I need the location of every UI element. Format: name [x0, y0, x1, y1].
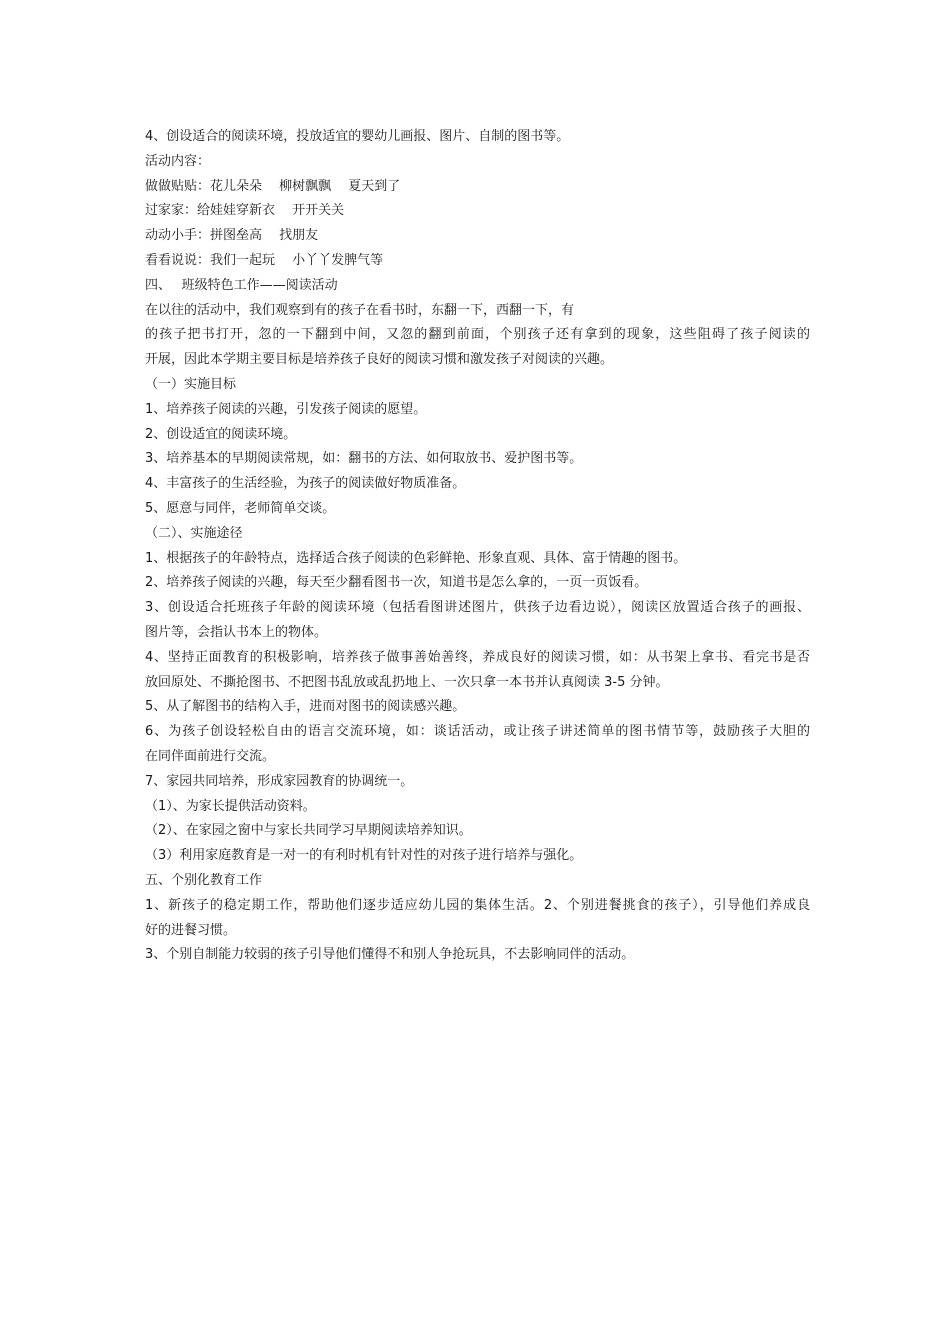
text-line: 4、创设适合的阅读环境，投放适宜的婴幼儿画报、图片、自制的图书等。 [145, 129, 570, 144]
text-line: 好的进餐习惯。 [145, 922, 237, 938]
text-line: 活动内容： [145, 153, 211, 169]
text-line: 2、培养孩子阅读的兴趣，每天至少翻看图书一次，知道书是怎么拿的，一页一页饭看。 [145, 575, 648, 591]
text-line: 4、坚持正面教育的积极影响，培养孩子做事善始善终，养成良好的阅读习惯，如：从书架上拿书、看完书是否 [145, 649, 810, 665]
text-line: 3、创设适合托班孩子年龄的阅读环境（包括看图讲述图片，供孩子边看边说），阅读区放置适合孩子的画报、 [145, 600, 810, 616]
text-line: 5、从了解图书的结构入手，进而对图书的阅读感兴趣。 [145, 699, 466, 715]
text-line: （3）利用家庭教育是一对一的有利时机有针对性的对孩子进行培养与强化。 [145, 848, 583, 864]
text-line: 3、培养基本的早期阅读常规，如：翻书的方法、如何取放书、爱护图书等。 [145, 451, 583, 467]
text-line: 6、为孩子创设轻松自由的语言交流环境，如：谈话活动，或让孩子讲述简单的图书情节等，鼓励孩子大胆的 [145, 724, 810, 740]
text-line: 看看说说：我们一起玩 小丫丫发脾气等 [145, 252, 384, 268]
text-line: 做做贴贴：花儿朵朵 柳树飘飘 夏天到了 [145, 178, 401, 194]
text-line: 过家家：给娃娃穿新衣 开开关关 [145, 203, 345, 219]
text-line: （一）实施目标 [145, 376, 237, 392]
text-line: 3、个别自制能力较弱的孩子引导他们懂得不和别人争抢玩具，不去影响同伴的活动。 [145, 947, 635, 963]
text-line: 在同伴面前进行交流。 [145, 748, 276, 764]
text-line: 图片等，会指认书本上的物体。 [145, 624, 328, 640]
text-line: （二）、实施途径 [145, 525, 243, 541]
text-line: 1、根据孩子的年龄特点，选择适合孩子阅读的色彩鲜艳、形象直观、具体、富于情趣的图书。 [145, 550, 687, 566]
text-line: （1）、为家长提供活动资料。 [145, 798, 316, 814]
text-line: 5、愿意与同伴，老师简单交谈。 [145, 500, 336, 516]
text-line: 7、家园共同培养，形成家园教育的协调统一。 [145, 773, 414, 789]
text-line: 开展，因此本学期主要目标是培养孩子良好的阅读习惯和激发孩子对阅读的兴趣。 [145, 352, 614, 368]
text-line: （2）、在家园之窗中与家长共同学习早期阅读培养知识。 [145, 823, 472, 839]
text-line: 放回原处、不撕抢图书、不把图书乱放或乱扔地上、一次只拿一本书并认真阅读 3-5 分钟。 [145, 674, 669, 690]
text-line: 五、个别化教育工作 [145, 872, 263, 888]
text-line: 在以往的活动中，我们观察到有的孩子在看书时，东翻一下，西翻一下，有 [145, 302, 575, 318]
text-line: 4、丰富孩子的生活经验，为孩子的阅读做好物质准备。 [145, 476, 466, 492]
text-line: 的孩子把书打开，忽的一下翻到中间，又忽的翻到前面，个别孩子还有拿到的现象，这些阻碍了孩子阅读的 [145, 327, 810, 343]
document-body [145, 125, 810, 968]
text-line: 2、创设适宜的阅读环境。 [145, 426, 297, 442]
text-line: 1、新孩子的稳定期工作，帮助他们逐步适应幼儿园的集体生活。2、个别进餐挑食的孩子），引导他们养成良 [145, 897, 810, 913]
text-line: 动动小手：拼图垒高 找朋友 [145, 228, 319, 244]
text-line: 1、培养孩子阅读的兴趣，引发孩子阅读的愿望。 [145, 401, 427, 417]
text-line: 四、 班级特色工作——阅读活动 [145, 277, 338, 293]
